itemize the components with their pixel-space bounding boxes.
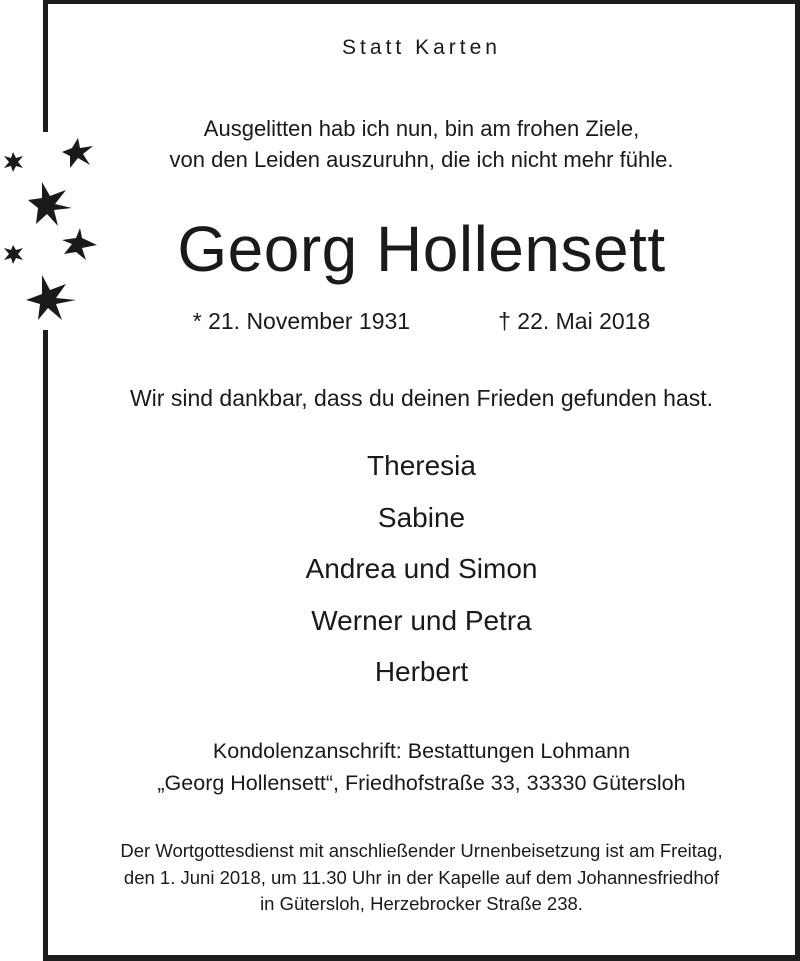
condolence-line: Kondolenzanschrift: Bestattungen Lohmann — [212, 739, 631, 763]
service-info — [48, 838, 795, 918]
verse — [48, 113, 795, 175]
verse-line: von den Leiden auszuruhn, die ich nicht mehr fühle. — [169, 147, 674, 172]
condolence-line: „Georg Hollensett“, Friedhofstraße 33, 33330 Gütersloh — [157, 771, 686, 795]
border-bottom — [43, 955, 800, 961]
deceased-name: Georg Hollensett — [177, 213, 666, 285]
border-right — [795, 0, 800, 961]
family-member: Werner und Petra — [311, 604, 532, 636]
condolence-address — [48, 735, 795, 799]
service-line: Der Wortgottesdienst mit anschließender Urnenbeisetzung ist am Freitag, — [120, 840, 723, 861]
star-icon — [4, 152, 23, 172]
family-member: Theresia — [367, 450, 476, 481]
birth-date: * 21. November 1931 — [192, 308, 411, 334]
verse-line: Ausgelitten hab ich nun, bin am frohen Ziele, — [203, 116, 640, 141]
star-icon — [4, 245, 23, 264]
family-member: Sabine — [377, 501, 466, 533]
thanks-line: Wir sind dankbar, dass du deinen Frieden gefunden hast. — [129, 385, 714, 411]
death-date: † 22. Mai 2018 — [498, 308, 651, 334]
border-top — [43, 0, 800, 4]
family-member: Andrea und Simon — [305, 553, 538, 584]
header-statt-karten: Statt Karten — [342, 36, 501, 59]
family-list — [48, 440, 795, 698]
life-dates — [48, 308, 795, 335]
service-line: den 1. Juni 2018, um 11.30 Uhr in der Kapelle auf dem Johannesfriedhof — [123, 866, 720, 888]
service-line: in Gütersloh, Herzebrocker Straße 238. — [260, 893, 583, 914]
family-member: Herbert — [374, 656, 469, 687]
